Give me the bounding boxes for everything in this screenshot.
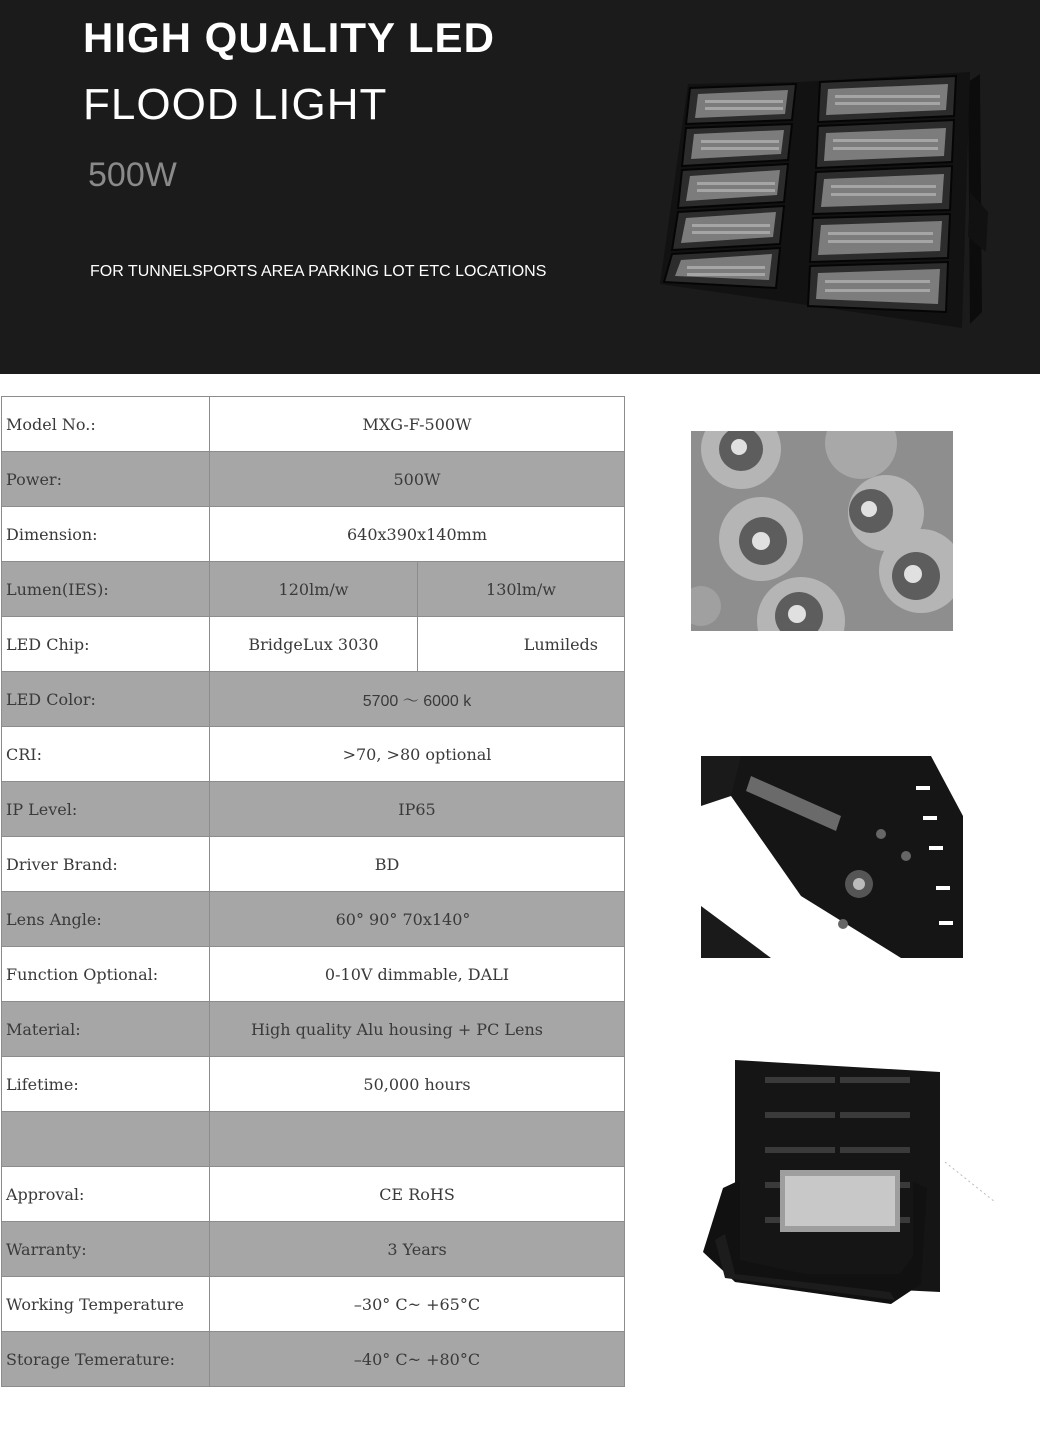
spec-label: IP Level:	[2, 782, 210, 837]
spec-row-power	[2, 452, 625, 507]
spec-value: –40° C~ +80°C	[210, 1332, 625, 1387]
hero-banner	[0, 0, 1040, 374]
spec-row-led-color	[2, 672, 625, 727]
spec-value: CE RoHS	[210, 1167, 625, 1222]
spec-value: 50,000 hours	[210, 1057, 625, 1112]
spec-label: Dimension:	[2, 507, 210, 562]
spec-table	[1, 396, 625, 1387]
spec-value: 640x390x140mm	[210, 507, 625, 562]
spec-value-2: Lumileds	[418, 617, 625, 672]
banner-wattage: 500W	[88, 156, 177, 194]
spec-row-ip-level	[2, 782, 625, 837]
spec-value: 120lm/w	[210, 562, 418, 617]
spec-value-2: 130lm/w	[418, 562, 625, 617]
spec-value: IP65	[210, 782, 625, 837]
spec-value: 3 Years	[210, 1222, 625, 1277]
spec-label: LED Color:	[2, 672, 210, 727]
spec-label: Power:	[2, 452, 210, 507]
spec-row-function	[2, 947, 625, 1002]
spec-row-lumen	[2, 562, 625, 617]
spec-row-model	[2, 397, 625, 452]
mounting-bracket-detail-image	[701, 756, 963, 958]
banner-tagline: FOR TUNNELSPORTS AREA PARKING LOT ETC LOCATIONS	[90, 263, 547, 280]
spec-label: Working Temperature	[2, 1277, 210, 1332]
spec-value: –30° C~ +65°C	[210, 1277, 625, 1332]
spec-value: MⅩG-F-500W	[210, 397, 625, 452]
spec-row-warranty	[2, 1222, 625, 1277]
spec-label: Driver Brand:	[2, 837, 210, 892]
spec-row-driver-brand	[2, 837, 625, 892]
spec-value: BD	[210, 837, 625, 892]
spec-value: 60° 90° 70x140°	[210, 892, 625, 947]
spec-row-storage-temp	[2, 1332, 625, 1387]
spec-value	[210, 1112, 625, 1167]
spec-label	[2, 1112, 210, 1167]
banner-title-line2: FLOOD LIGHT	[83, 80, 388, 129]
spec-label: Lens Angle:	[2, 892, 210, 947]
spec-value: >70, >80 optional	[210, 727, 625, 782]
spec-row-working-temp	[2, 1277, 625, 1332]
spec-row-cri	[2, 727, 625, 782]
spec-label: Lumen(IES):	[2, 562, 210, 617]
led-lens-closeup-image	[691, 431, 953, 631]
flood-light-product-image	[650, 62, 990, 342]
spec-label: CRI:	[2, 727, 210, 782]
spec-value: High quality Alu housing + PC Lens	[210, 1002, 625, 1057]
spec-value: 5700 ～ 6000 k	[210, 672, 625, 727]
spec-label: Material:	[2, 1002, 210, 1057]
spec-label: Approval:	[2, 1167, 210, 1222]
spec-label: Model No.:	[2, 397, 210, 452]
spec-value: 500W	[210, 452, 625, 507]
spec-value: 0-10V dimmable, DALI	[210, 947, 625, 1002]
spec-row-material	[2, 1002, 625, 1057]
spec-label: Lifetime:	[2, 1057, 210, 1112]
spec-label: Function Optional:	[2, 947, 210, 1002]
spec-value: BridgeLux 3030	[210, 617, 418, 672]
spec-row-lens-angle	[2, 892, 625, 947]
rear-view-driver-image	[695, 1052, 1000, 1342]
spec-row-empty	[2, 1112, 625, 1167]
spec-row-approval	[2, 1167, 625, 1222]
spec-row-lifetime	[2, 1057, 625, 1112]
spec-label: Storage Temerature:	[2, 1332, 210, 1387]
banner-title-line1: HIGH QUALITY LED	[83, 14, 495, 61]
spec-row-dimension	[2, 507, 625, 562]
spec-label: Warranty:	[2, 1222, 210, 1277]
spec-label: LED Chip:	[2, 617, 210, 672]
spec-row-led-chip	[2, 617, 625, 672]
